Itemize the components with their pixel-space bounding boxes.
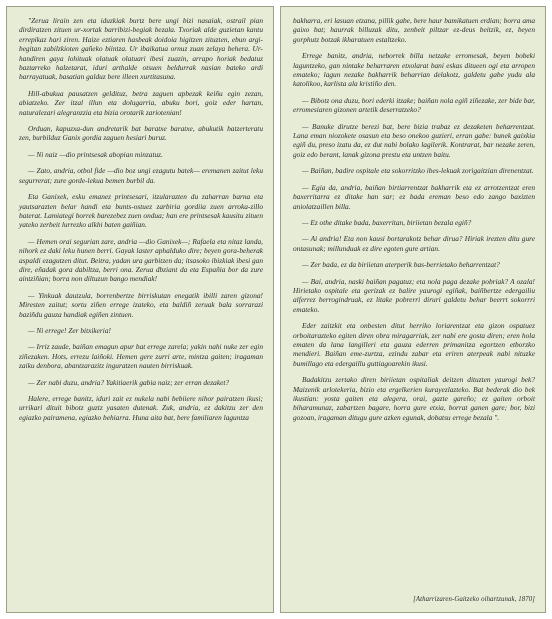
left-text-column	[6, 6, 274, 613]
paragraph: bakharra, eri lasuan etzana, pillik gabe, bere haur bamikatuen erdian; borra ama gaixo bat; haurrak billuzak ditu, zenbeit piltzar ez-deus beitzik, ez, beyen gorphutz botzak ikharatuen estaltzeko.	[293, 16, 535, 44]
paragraph: — Zato, andria, otbol fide —dio boz ungi ezagutu batek— eremanen zaitut leku segurrerat; zure gorde-lekua bemen burbil da.	[19, 166, 263, 185]
paragraph: — Zer bada, ez da biriietan aterperik bas-berrietako beharrentzat?	[302, 260, 500, 270]
paragraph: — Egia da, andria, baiñan birtiarrentzat bakharrik eta ez arrotzentzat eren baxerritarra ez ditake han sar; ez bada ereman beso edo zango baxizten aniolatzaillen billa.	[293, 182, 535, 211]
right-text-column	[280, 6, 546, 613]
paragraph: Badakitzu zertako diren biriietan ospitaliak deitzen dituzten yaurogi bek? Maizenik arlotekeria, bizio eta ergelkerien kurayezlazteko. Bat bederak dio bek ikustian: yosta gaiten eta alegera, orai, gazte gareño; ez gaiten orboit biharamunaz, zabartzen bagare, horra gure etxia, borrat ganen gare; bor, bizi gozoan, iragaman ditugu gure azken egunak, dobatsu errege bezala ".	[293, 375, 535, 422]
paragraph: — Ni naiz —dio printsesak abopian minzatuz.	[28, 149, 163, 159]
paragraph: — Zer nabi duzu, andria? Yakitiaerik gabia naiz; zer erran dezaket?	[28, 377, 230, 387]
paragraph: Eta Ganixek, esku emanez printsesari, itzularazten du zaharran barna eta yautsarazten belar handi eta bunts-ostuez zarbiria gordiia zuen arroka-zillo baterat. Lamiategi borrek barezebez zuen ondua; han ere printsesak kausitu zituen yateko zerbeit lurrezko alkhi baten gaiñian.	[19, 192, 263, 230]
source-citation: [Atharrizaren-Gaitzeko oihartzunak, 1870]	[413, 596, 535, 603]
paragraph: Hill-abukua pausatzen geldituz, betra zaguen apbezak keiñu egin zezan, abiatzeko. Zer itzal illun eta dolugarria, abuku bori, goiz eder hartan, naturalezari alegranzzia eta bizia orotarik zariotenian!	[19, 88, 263, 117]
paragraph: — Hemen orai segurian zare, andria —dio Ganixek—; Rafaela eta nitaz landa, nihork ez daki leku hunen berri. Gayak laster aphalduko dire; beyen gora-beherak aspaldi ezagutzen ditut. Beitra, yadan ura garbitzen da; itsasoko ibizkiak ibesi gan dire, eñadak gora dabiltza, berri ona. Zerua dbziant da eta Españia bor da zure aintziñian; borra non diltuzun bango mendiak!	[19, 236, 263, 284]
paragraph: — Irriz zaude, baiñan emagun apur bat errege zarela; yakin nahi nuke zer egin ziñezaken. Hots, errezu laiñoki. Hemen gere zurri arte, mintza gaiten; iragaman zaiku denbora, abantzarazitz inguratzen nauten birriskuak.	[19, 342, 263, 371]
paragraph: Eder zaitzkit eta onbesten ditut herriko loriarentzat eta gizon ospatuez orboitarazteko egiten diren obra miragarriak, zer nabi ere gosta diren; eren hola ematen da lana langilleri eta gauza ederren primanitza egortzen etborzko mendieri. Baiñan eme-zurtza, ezindu zabar eta eriren aterpeak nabi nituzke bumillago eta edergaillu guttiagoarekin ikusi.	[293, 321, 535, 368]
paragraph: — Baiñan, badire ospitale eta sokorritzko ibes-lekuak zorigaitzian direnentzat.	[302, 166, 534, 176]
paragraph: — Yinkuak dautzula, borrenbertze birriskutan enegatik ibilli zaren gizona! Miresten zaitut; sortu ziñen errege izateko, eta baldiñ zeruak bala sorrarazi baziñdu gauza handiak egiñen zintuen.	[19, 290, 263, 319]
paragraph: — Ni errege! Zer bitxikeria!	[28, 325, 111, 335]
paragraph: "Zerua lirain zen eta iduzkiak burtz bere ungi bizi nasaiak, ostrail pian dirdiratzen zituen ur-xortak barribizi-begiak bezala. Txoriak alde guzietan kantu errepikaz hari ziren. Haize eztiaren hasbeak doidoia higitzen zituzten, ebun argi-begitan zabilzkioten gañeko biintza. Ur ibaikatua ornuz zuan zelaya behera. Ur-handiren gaya lohituak olatuak olatuari ibesi zuazin, arrapo horiak bedatuz baztarreko halzetarat, iduri arthalde otsuen beldurrak nasian bateko ardi barrayatuak, basatian galduz bere illeen xurtitasuna.	[19, 16, 263, 82]
paragraph: Errege banitz, andria, neborrek billa netzake erromesak, beyen bobeki laguntzeko, gan nintake beharraren etxolarat bani eskas ditueen ogi eta arropen emateko; lagun nezake bakharrik beharrian delakotz, galdetu gabe yudu ala katolikoo, karlista ala kristiño den.	[293, 51, 535, 89]
paragraph: — Ai andria! Eta non kausi bortarakotz behar dirua? Hiriak irezten ditu gure ontasunak; millunduak ez dire egoten gure artian.	[293, 234, 535, 253]
paragraph: — Bai, andria, naski baiñan pagatuz; eta nola paga dezake pobriak? A ozala! Hirietako ospitale eta gerizak ez balire yaurogi egiñak, baiñbertze edergailiu alferrez berrogindruak, ez litake pobrerri diruri galdetu behar beerrt sokorrri emateko.	[293, 276, 535, 314]
paragraph: — Ez othe ditake bada, baxerritan, biriietan bezala egiñ?	[302, 217, 472, 227]
paragraph: — Banuke dirutze berezi bat, bere bizia trabaz ez dezaketen beharrentzat. Lana eman niozokete osasun eta beso onekoo guzieri, erran gabe: bunek gaixkia egiñ du, preso izatu da, ez dut nabi bolako lagilerik. Kontrarat, bar nezake zeren, goiz edo berant, lanak gizona prestu eta untzen baitu.	[293, 121, 535, 159]
paragraph: — Bibotz ona duzu, bori ederki itzake; baiñan nola egiñ ziñezake, zer bide bar, erromesiaren gizonen artetik deserratzeko?	[293, 95, 535, 115]
paragraph: Halere, errege banitz, iduri zait ez nukela nabi bebiiere nihor pairatzen ikusi; urrikari dituit bibotz guztz yasaten dutenak. Zuk, andria, ez dakitzu zer den egiazko pairamena, egiazko behiarra. Huna aita bat, bere familiaren laguntza	[19, 394, 263, 422]
paragraph: Orduan, kapuzxa-dun andretarik bat baratxe baratxe, abukutik batzerteratu zen, burbilduz Ganix gordia zaguen hesiari buruz.	[19, 124, 263, 143]
